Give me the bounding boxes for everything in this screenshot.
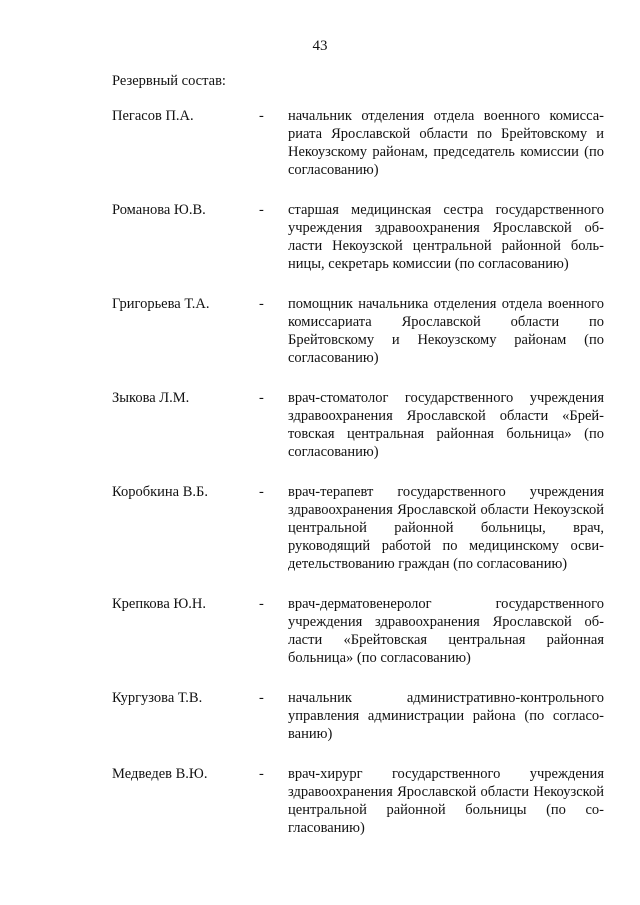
member-dash: - <box>259 296 264 312</box>
member-entry <box>112 483 604 573</box>
member-dash: - <box>259 108 264 124</box>
member-dash: - <box>259 202 264 218</box>
member-entry <box>112 765 604 837</box>
member-name: Зыкова Л.М. <box>112 390 190 406</box>
member-name: Григорьева Т.А. <box>112 296 210 312</box>
member-role: начальник отделения отдела военного комиссариата Ярославской области по Брейтовскому и Некоузскому районам, председатель комиссии (по согласованию) <box>288 108 604 178</box>
member-role: помощник начальника отделения отдела военного комиссариата Ярославской области по Брейтовскому и Некоузскому районам (по согласованию) <box>288 296 604 366</box>
member-entry <box>112 389 604 461</box>
member-role: врач-стоматолог государственного учреждения здравоохранения Ярославской области «Брейтовская центральная районная больница» (по согласованию) <box>288 390 604 460</box>
member-dash: - <box>259 390 264 406</box>
member-role: врач-дерматовенеролог государственного учреждения здравоохранения Ярославской области «Брейтовская центральная районная больница» (по согласованию) <box>288 596 604 666</box>
member-role: врач-терапевт государственного учреждения здравоохранения Ярославской области Некоузской центральной районной больницы, врач, руководящий работой по медицинскому освидетельствованию граждан (по согласованию) <box>288 484 604 572</box>
member-role: старшая медицинская сестра государственного учреждения здравоохранения Ярославской области Некоузской центральной районной больницы, секретарь комиссии (по согласованию) <box>288 202 604 272</box>
member-name: Коробкина В.Б. <box>112 484 208 500</box>
member-dash: - <box>259 484 264 500</box>
member-name: Медведев В.Ю. <box>112 766 208 782</box>
member-name: Крепкова Ю.Н. <box>112 596 207 612</box>
member-entry <box>112 295 604 367</box>
member-entry <box>112 201 604 273</box>
member-entry <box>112 689 604 743</box>
member-role: врач-хирург государственного учреждения здравоохранения Ярославской области Некоузской центральной районной больницы (по согласованию) <box>288 766 604 836</box>
member-dash: - <box>259 766 264 782</box>
page-number: 43 <box>312 38 328 54</box>
member-entry <box>112 107 604 179</box>
member-name: Романова Ю.В. <box>112 202 206 218</box>
member-list <box>112 107 604 859</box>
member-name: Пегасов П.А. <box>112 108 194 124</box>
member-role: начальник административно-контрольного управления администрации района (по согласованию) <box>288 690 604 742</box>
member-entry <box>112 595 604 667</box>
member-dash: - <box>259 690 264 706</box>
section-title: Резервный состав: <box>112 73 226 89</box>
member-name: Кургузова Т.В. <box>112 690 203 706</box>
member-dash: - <box>259 596 264 612</box>
